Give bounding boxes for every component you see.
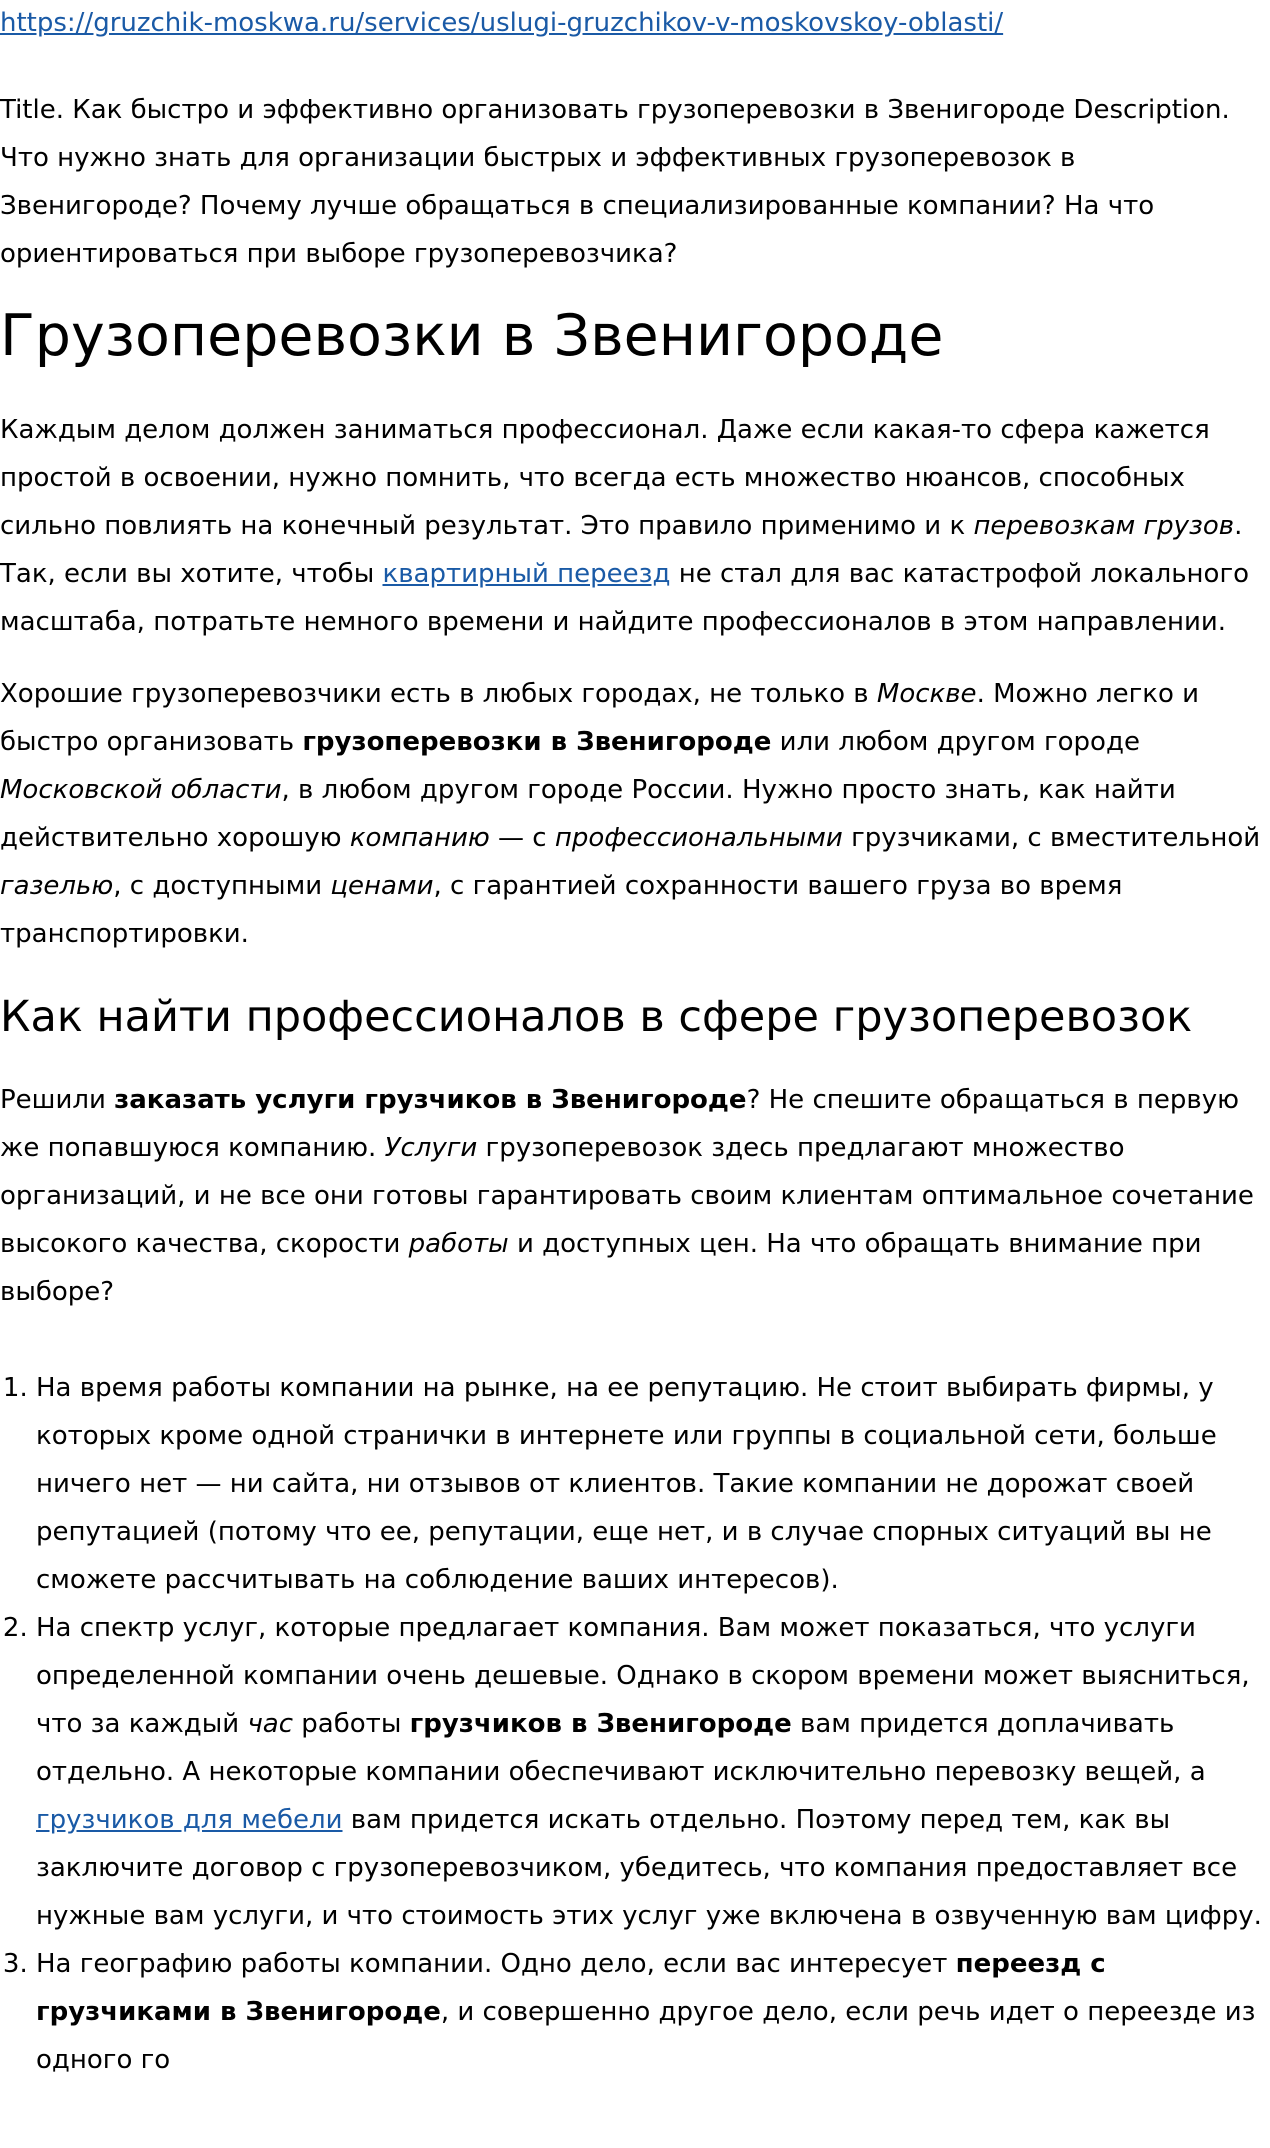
criteria-list (0, 1364, 1270, 2084)
source-url-link[interactable]: https://gruzchik-moskwa.ru/services/uslugi-gruzchikov-v-moskovskoy-oblasti/ (0, 8, 1004, 38)
section-heading: Как найти профессионалов в сфере грузоперевозок (0, 992, 1193, 1042)
intro-paragraph: Каждым делом должен заниматься профессионал. Даже если какая-то сфера кажется простой в освоении, нужно помнить, что всегда есть множество нюансов, способных сильно повлиять на конечный результат. Это правило применимо и к перевозкам грузов. Так, если вы хотите, чтобы квартирный переезд не стал для вас катастрофой локального масштаба, потратьте немного времени и найдите профессионалов в этом направлении. (0, 415, 1250, 637)
third-paragraph: Решили заказать услуги грузчиков в Звенигороде? Не спешите обращаться в первую же попавшуюся компанию. Услуги грузоперевозок здесь предлагают множество организаций, и не все они готовы гарантировать своим клиентам оптимальное сочетание высокого качества, скорости работы и доступных цен. На что обращать внимание при выборе? (0, 1085, 1254, 1307)
meta-description: Title. Как быстро и эффективно организовать грузоперевозки в Звенигороде Description. Что нужно знать для организации быстрых и эффективных грузоперевозок в Звенигороде? Почему лучше обращаться в специализированные компании? На что ориентироваться при выборе грузоперевозчика? (0, 95, 1230, 269)
apartment-move-link[interactable]: квартирный переезд (382, 559, 671, 589)
emphasis-cargo: перевозкам грузов (973, 511, 1235, 541)
keyword-bold: грузоперевозки в Звенигороде (302, 727, 772, 757)
second-paragraph: Хорошие грузоперевозчики есть в любых городах, не только в Москве. Можно легко и быстро организовать грузоперевозки в Звенигороде или любом другом городе Московской области, в любом другом городе России. Нужно просто знать, как найти действительно хорошую компанию — с профессиональными грузчиками, с вместительной газелью, с доступными ценами, с гарантией сохранности вашего груза во время транспортировки. (0, 679, 1261, 949)
list-item: 1. На время работы компании на рынке, на ее репутацию. Не стоит выбирать фирмы, у которых кроме одной странички в интернете или группы в социальной сети, больше ничего нет — ни сайта, ни отзывов от клиентов. Такие компании не дорожат своей репутацией (потому что ее, репутации, еще нет, и в случае спорных ситуаций вы не сможете рассчитывать на соблюдение ваших интересов). (36, 1364, 1270, 1604)
page-title: Грузоперевозки в Звенигороде (0, 303, 944, 369)
furniture-movers-link[interactable]: грузчиков для мебели (36, 1805, 343, 1835)
list-item: 2. На спектр услуг, которые предлагает компания. Вам может показаться, что услуги определенной компании очень дешевые. Однако в скором времени может выясниться, что за каждый час работы грузчиков в Звенигороде вам придется доплачивать отдельно. А некоторые компании обеспечивают исключительно перевозку вещей, а грузчиков для мебели вам придется искать отдельно. Поэтому перед тем, как вы заключите договор с грузоперевозчиком, убедитесь, что компания предоставляет все нужные вам услуги, и что стоимость этих услуг уже включена в озвученную вам цифру. (36, 1604, 1270, 1940)
list-item: 3. На географию работы компании. Одно дело, если вас интересует переезд с грузчиками в Звенигороде, и совершенно другое дело, если речь идет о переезде из одного го (36, 1940, 1270, 2084)
